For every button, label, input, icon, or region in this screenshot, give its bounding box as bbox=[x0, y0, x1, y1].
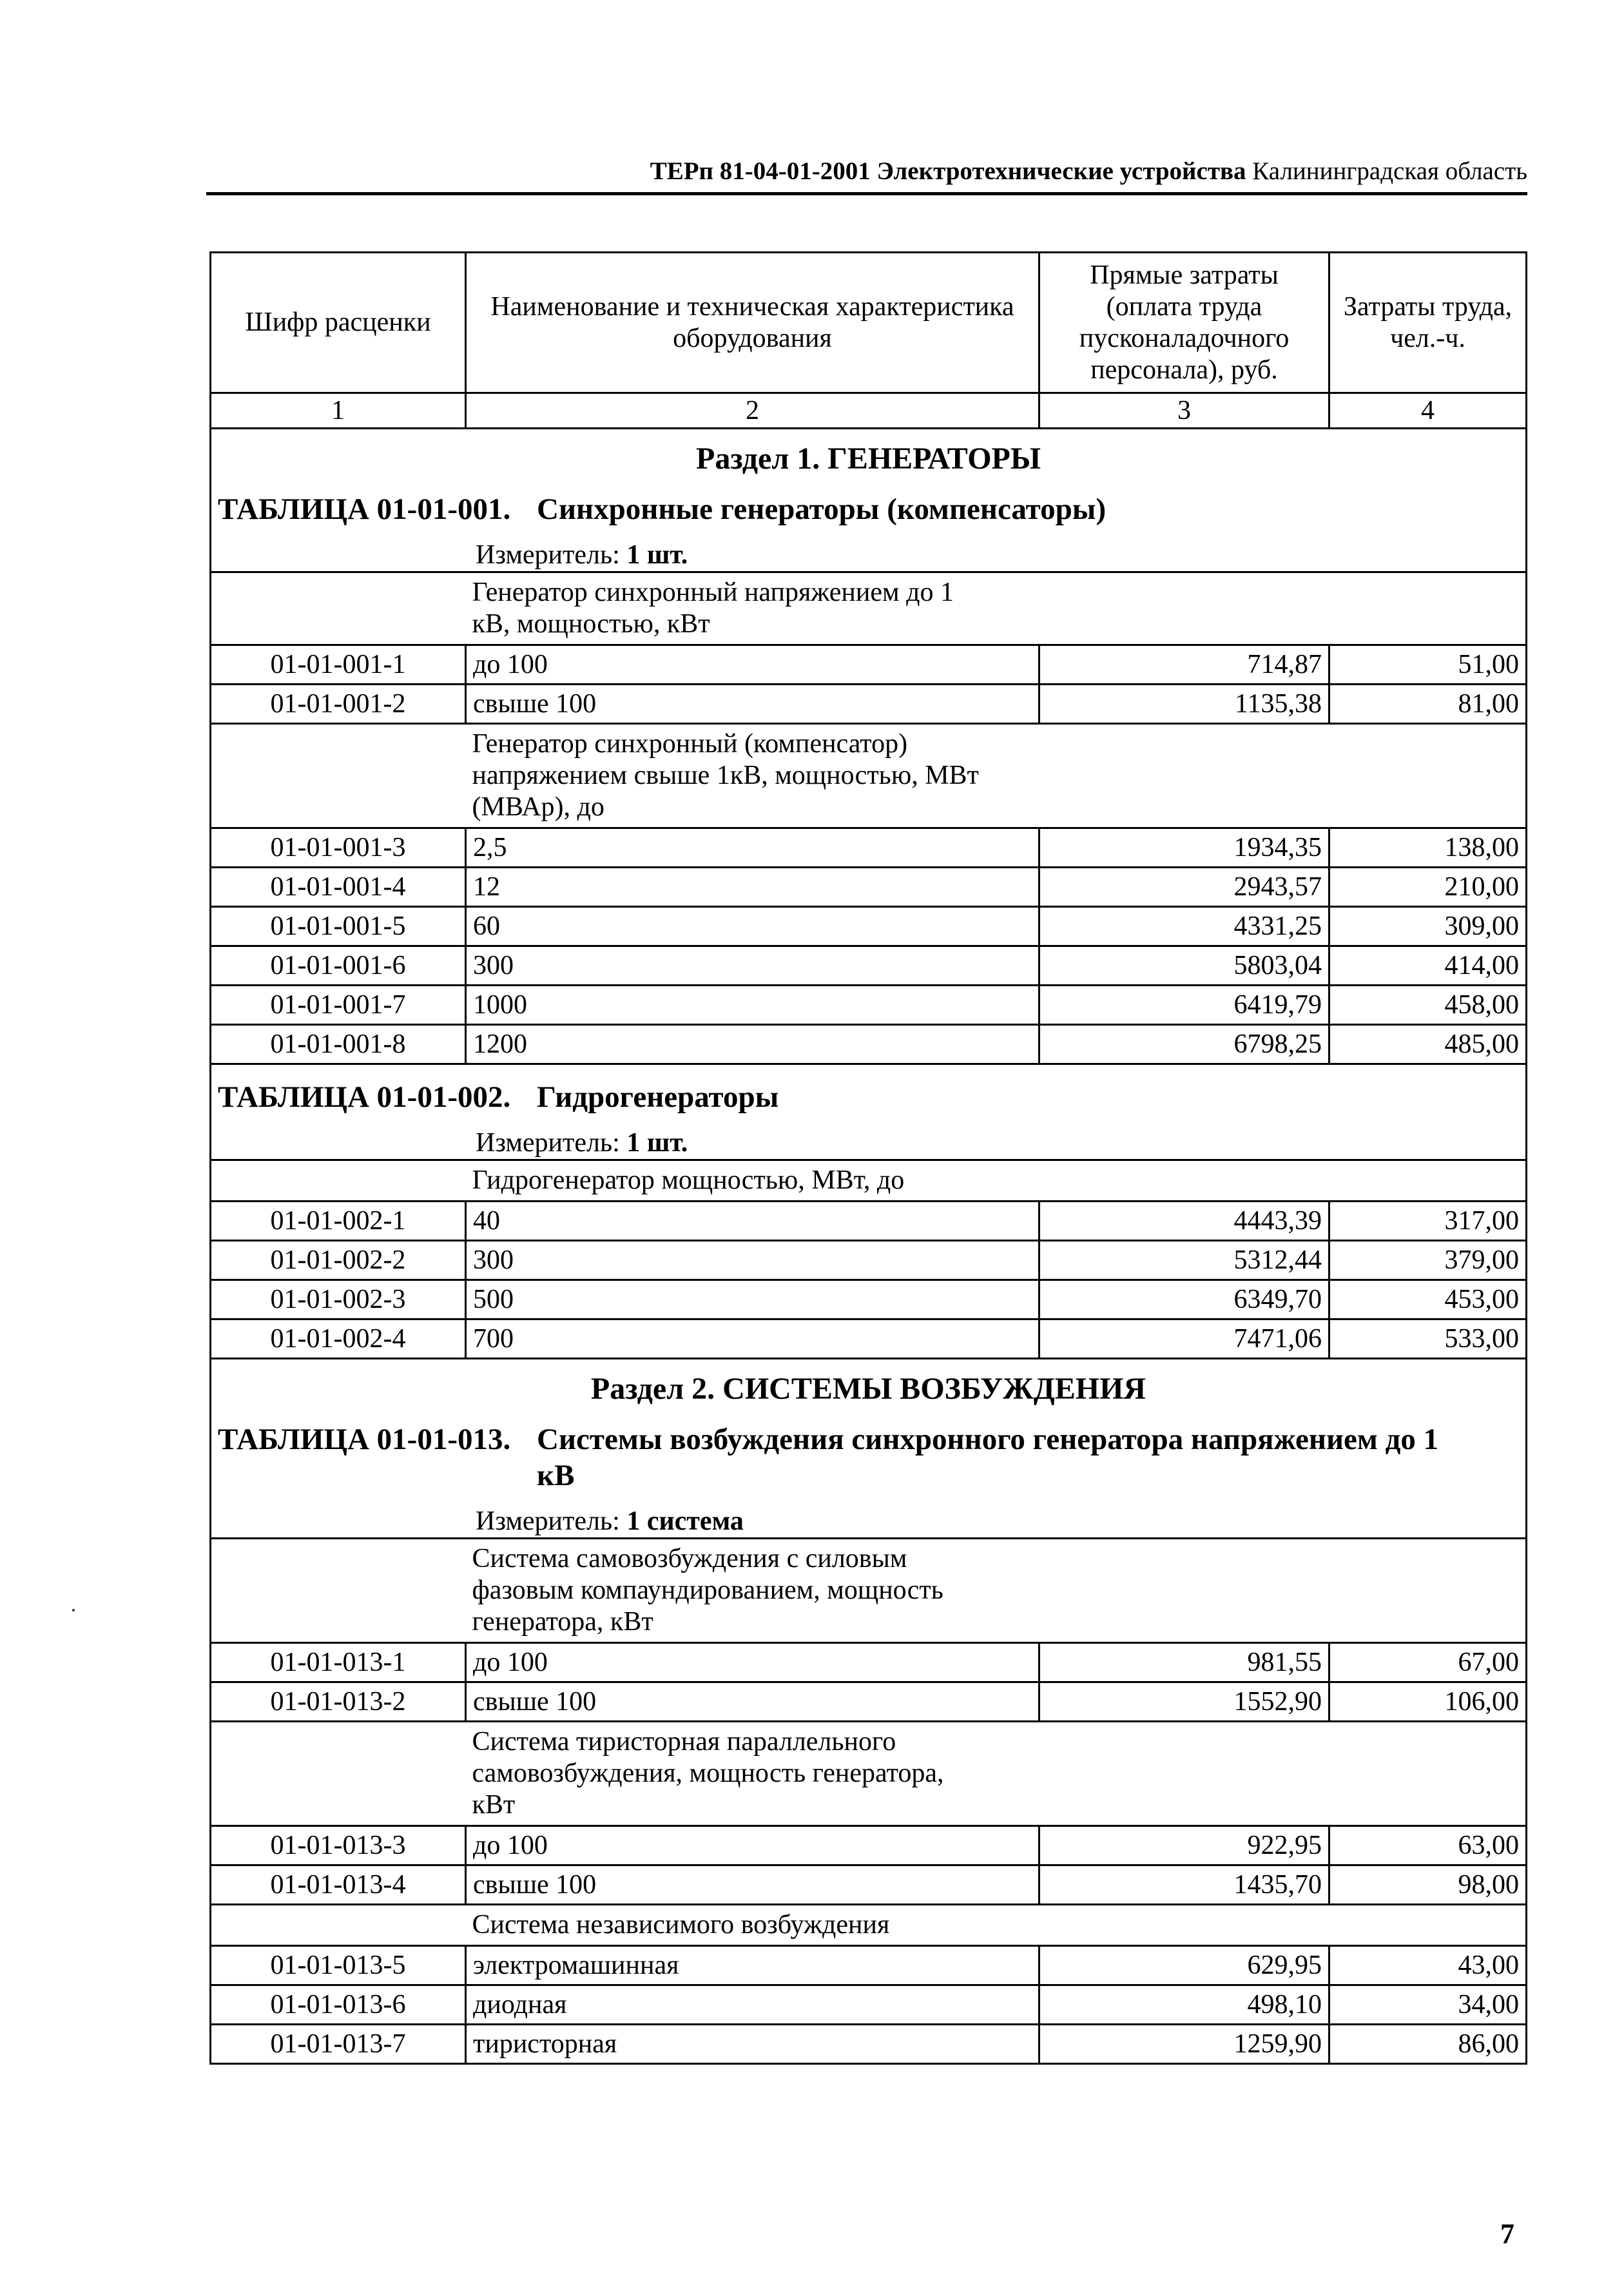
group-heading-text: Гидрогенератор мощностью, МВт, до bbox=[466, 1160, 1527, 1202]
labor-cost: 309,00 bbox=[1329, 907, 1527, 946]
rate-name: 40 bbox=[466, 1202, 1039, 1241]
group-heading-code-cell bbox=[211, 724, 466, 828]
group-heading-row bbox=[211, 1160, 1527, 1202]
section-title: Раздел 1. ГЕНЕРАТОРЫ bbox=[696, 442, 1041, 476]
column-number-2: 2 bbox=[466, 393, 1039, 429]
direct-cost: 629,95 bbox=[1039, 1946, 1329, 1985]
table-title-line bbox=[218, 1065, 1519, 1115]
labor-cost: 458,00 bbox=[1329, 986, 1527, 1025]
direct-cost: 922,95 bbox=[1039, 1826, 1329, 1865]
price-row bbox=[211, 1865, 1527, 1905]
column-number-3: 3 bbox=[1039, 393, 1329, 429]
rate-name: 700 bbox=[466, 1319, 1039, 1359]
rate-code: 01-01-002-1 bbox=[211, 1202, 466, 1241]
rate-code: 01-01-001-3 bbox=[211, 828, 466, 868]
table-title-line bbox=[218, 1407, 1519, 1494]
document-code: ТЕРп 81-04-01-2001 Электротехнические устройства bbox=[650, 157, 1246, 185]
labor-cost: 86,00 bbox=[1329, 2025, 1527, 2064]
meter-line bbox=[218, 1494, 1519, 1537]
rate-name: 1200 bbox=[466, 1025, 1039, 1064]
column-header-name: Наименование и техническая характеристика оборудования bbox=[466, 253, 1039, 393]
price-row bbox=[211, 645, 1527, 685]
rate-name: 2,5 bbox=[466, 828, 1039, 868]
table-title: Гидрогенераторы bbox=[537, 1080, 779, 1114]
direct-cost: 4443,39 bbox=[1039, 1202, 1329, 1241]
meter-line bbox=[218, 1115, 1519, 1159]
rate-name: свыше 100 bbox=[466, 1865, 1039, 1905]
rate-code: 01-01-013-6 bbox=[211, 1985, 466, 2025]
price-row bbox=[211, 1826, 1527, 1865]
labor-cost: 317,00 bbox=[1329, 1202, 1527, 1241]
meter-value: 1 шт. bbox=[626, 540, 688, 570]
group-heading-row bbox=[211, 1722, 1527, 1826]
direct-cost: 6798,25 bbox=[1039, 1025, 1329, 1064]
group-heading-code-cell bbox=[211, 1539, 466, 1643]
labor-cost: 485,00 bbox=[1329, 1025, 1527, 1064]
table-heading-row bbox=[211, 429, 1527, 572]
labor-cost: 51,00 bbox=[1329, 645, 1527, 685]
direct-cost: 981,55 bbox=[1039, 1643, 1329, 1682]
labor-cost: 138,00 bbox=[1329, 828, 1527, 868]
rate-code: 01-01-002-3 bbox=[211, 1280, 466, 1319]
rate-code: 01-01-013-7 bbox=[211, 2025, 466, 2064]
price-row bbox=[211, 1319, 1527, 1359]
rate-name: 300 bbox=[466, 946, 1039, 986]
rate-code: 01-01-013-3 bbox=[211, 1826, 466, 1865]
rate-name: тиристорная bbox=[466, 2025, 1039, 2064]
rate-code: 01-01-002-2 bbox=[211, 1241, 466, 1280]
price-row bbox=[211, 1985, 1527, 2025]
meter-label: Измеритель: bbox=[476, 540, 620, 570]
price-row bbox=[211, 1241, 1527, 1280]
rate-code: 01-01-013-2 bbox=[211, 1682, 466, 1722]
group-heading-row bbox=[211, 572, 1527, 645]
rate-code: 01-01-001-6 bbox=[211, 946, 466, 986]
column-header-code: Шифр расценки bbox=[211, 253, 466, 393]
rate-code: 01-01-001-4 bbox=[211, 868, 466, 907]
labor-cost: 453,00 bbox=[1329, 1280, 1527, 1319]
price-row bbox=[211, 685, 1527, 724]
labor-cost: 34,00 bbox=[1329, 1985, 1527, 2025]
meter-line bbox=[218, 527, 1519, 571]
group-heading-text: Генератор синхронный (компенсатор) напряжением свыше 1кВ, мощностью, МВт (МВАр), до bbox=[466, 724, 1527, 828]
page-header bbox=[206, 153, 1527, 195]
direct-cost: 6419,79 bbox=[1039, 986, 1329, 1025]
rate-name: свыше 100 bbox=[466, 1682, 1039, 1722]
table-title: Системы возбуждения синхронного генератора напряжением до 1 кВ bbox=[537, 1423, 1439, 1492]
table-heading-cell bbox=[211, 429, 1527, 572]
column-header-cost: Прямые затраты (оплата труда пусконаладочного персонала), руб. bbox=[1039, 253, 1329, 393]
rate-name: 60 bbox=[466, 907, 1039, 946]
price-row bbox=[211, 907, 1527, 946]
direct-cost: 714,87 bbox=[1039, 645, 1329, 685]
rate-name: 1000 bbox=[466, 986, 1039, 1025]
price-row bbox=[211, 1025, 1527, 1064]
labor-cost: 81,00 bbox=[1329, 685, 1527, 724]
price-table bbox=[209, 251, 1527, 2065]
direct-cost: 1552,90 bbox=[1039, 1682, 1329, 1722]
price-row bbox=[211, 1682, 1527, 1722]
group-heading-text: Система тиристорная параллельного самовозбуждения, мощность генератора, кВт bbox=[466, 1722, 1527, 1826]
labor-cost: 414,00 bbox=[1329, 946, 1527, 986]
price-row bbox=[211, 868, 1527, 907]
labor-cost: 210,00 bbox=[1329, 868, 1527, 907]
direct-cost: 4331,25 bbox=[1039, 907, 1329, 946]
direct-cost: 1135,38 bbox=[1039, 685, 1329, 724]
rate-code: 01-01-001-2 bbox=[211, 685, 466, 724]
price-row bbox=[211, 2025, 1527, 2064]
group-heading-row bbox=[211, 1905, 1527, 1946]
labor-cost: 533,00 bbox=[1329, 1319, 1527, 1359]
group-heading-code-cell bbox=[211, 572, 466, 645]
scan-speck bbox=[72, 1609, 75, 1611]
price-row bbox=[211, 828, 1527, 868]
rate-code: 01-01-013-4 bbox=[211, 1865, 466, 1905]
rate-code: 01-01-013-1 bbox=[211, 1643, 466, 1682]
meter-value: 1 система bbox=[626, 1506, 744, 1536]
column-number-1: 1 bbox=[211, 393, 466, 429]
rate-code: 01-01-002-4 bbox=[211, 1319, 466, 1359]
table-title: Синхронные генераторы (компенсаторы) bbox=[537, 492, 1107, 526]
price-row bbox=[211, 946, 1527, 986]
column-number-row bbox=[211, 393, 1527, 429]
meter-value: 1 шт. bbox=[626, 1128, 688, 1158]
rate-name: 12 bbox=[466, 868, 1039, 907]
rate-name: до 100 bbox=[466, 1826, 1039, 1865]
rate-code: 01-01-001-8 bbox=[211, 1025, 466, 1064]
rate-name: 300 bbox=[466, 1241, 1039, 1280]
labor-cost: 63,00 bbox=[1329, 1826, 1527, 1865]
direct-cost: 6349,70 bbox=[1039, 1280, 1329, 1319]
labor-cost: 67,00 bbox=[1329, 1643, 1527, 1682]
direct-cost: 1259,90 bbox=[1039, 2025, 1329, 2064]
table-label: ТАБЛИЦА 01-01-001. bbox=[218, 492, 511, 526]
table-heading-cell bbox=[211, 1064, 1527, 1160]
group-heading-code-cell bbox=[211, 1722, 466, 1826]
rate-name: до 100 bbox=[466, 1643, 1039, 1682]
price-row bbox=[211, 1280, 1527, 1319]
direct-cost: 1435,70 bbox=[1039, 1865, 1329, 1905]
rate-name: 500 bbox=[466, 1280, 1039, 1319]
group-heading-row bbox=[211, 724, 1527, 828]
rate-code: 01-01-001-5 bbox=[211, 907, 466, 946]
meter-label: Измеритель: bbox=[476, 1128, 620, 1158]
rate-name: до 100 bbox=[466, 645, 1039, 685]
column-header-row bbox=[211, 253, 1527, 393]
labor-cost: 379,00 bbox=[1329, 1241, 1527, 1280]
table-heading-row bbox=[211, 1064, 1527, 1160]
group-heading-row bbox=[211, 1539, 1527, 1643]
price-row bbox=[211, 1202, 1527, 1241]
group-heading-code-cell bbox=[211, 1905, 466, 1946]
rate-code: 01-01-001-7 bbox=[211, 986, 466, 1025]
rate-name: электромашинная bbox=[466, 1946, 1039, 1985]
column-header-labor: Затраты труда, чел.-ч. bbox=[1329, 253, 1527, 393]
labor-cost: 106,00 bbox=[1329, 1682, 1527, 1722]
group-heading-text: Генератор синхронный напряжением до 1 кВ, мощностью, кВт bbox=[466, 572, 1527, 645]
region-name: Калининградская область bbox=[1252, 157, 1527, 185]
table-label: ТАБЛИЦА 01-01-013. bbox=[218, 1423, 511, 1456]
price-row bbox=[211, 1946, 1527, 1985]
rate-name: свыше 100 bbox=[466, 685, 1039, 724]
direct-cost: 7471,06 bbox=[1039, 1319, 1329, 1359]
rate-name: диодная bbox=[466, 1985, 1039, 2025]
table-label: ТАБЛИЦА 01-01-002. bbox=[218, 1080, 511, 1114]
page-number: 7 bbox=[1500, 2218, 1514, 2250]
group-heading-code-cell bbox=[211, 1160, 466, 1202]
price-table-body bbox=[211, 253, 1527, 2064]
table-title-line bbox=[218, 477, 1519, 527]
rate-code: 01-01-001-1 bbox=[211, 645, 466, 685]
labor-cost: 98,00 bbox=[1329, 1865, 1527, 1905]
section-title: Раздел 2. СИСТЕМЫ ВОЗБУЖДЕНИЯ bbox=[590, 1372, 1146, 1406]
direct-cost: 5803,04 bbox=[1039, 946, 1329, 986]
meter-label: Измеритель: bbox=[476, 1506, 620, 1536]
labor-cost: 43,00 bbox=[1329, 1946, 1527, 1985]
table-heading-row bbox=[211, 1359, 1527, 1539]
direct-cost: 498,10 bbox=[1039, 1985, 1329, 2025]
column-number-4: 4 bbox=[1329, 393, 1527, 429]
group-heading-text: Система самовозбуждения с силовым фазовым компаундированием, мощность генератора, кВт bbox=[466, 1539, 1527, 1643]
group-heading-text: Система независимого возбуждения bbox=[466, 1905, 1527, 1946]
direct-cost: 2943,57 bbox=[1039, 868, 1329, 907]
direct-cost: 1934,35 bbox=[1039, 828, 1329, 868]
price-row bbox=[211, 986, 1527, 1025]
table-heading-cell bbox=[211, 1359, 1527, 1539]
rate-code: 01-01-013-5 bbox=[211, 1946, 466, 1985]
direct-cost: 5312,44 bbox=[1039, 1241, 1329, 1280]
price-row bbox=[211, 1643, 1527, 1682]
